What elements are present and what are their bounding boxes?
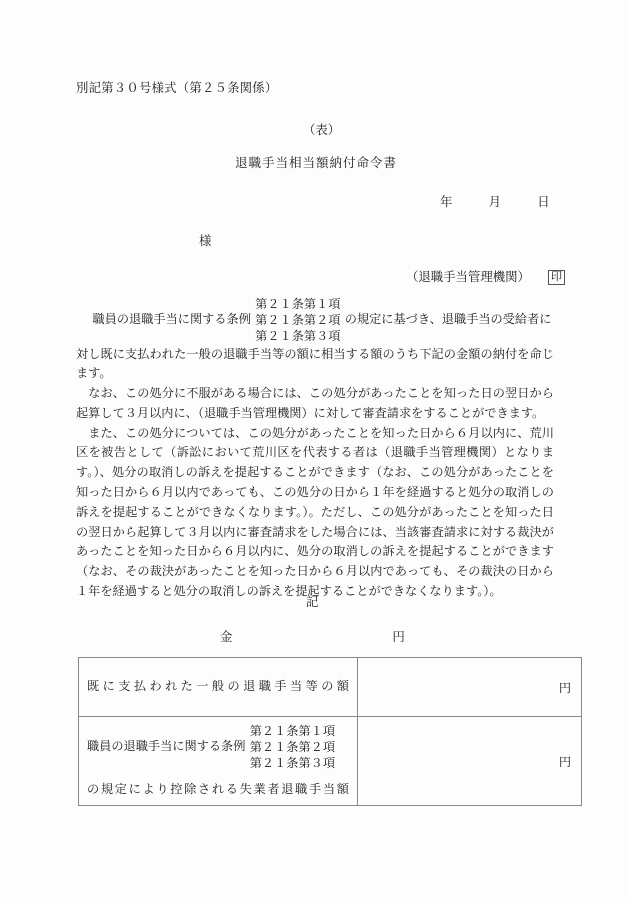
article-reference-stack [255,296,340,345]
row2-label-cell [79,717,358,806]
form-number-label: 別記第３０号様式（第２５条関係） [76,81,278,95]
lead-after-articles: の規定に基づき、退職手当の受給者に [344,312,552,327]
issuer-line [406,267,565,287]
sheet-side-label: （表） [303,123,341,137]
date-year-label: 年 [440,195,453,209]
row2-article-line-2: 第２１条第２項 [249,740,336,755]
row2-ordinance-name: 職員の退職手当に関する条例 [87,739,246,754]
ordinance-name: 職員の退職手当に関する条例 [92,312,251,327]
table-row [79,658,582,717]
row1-label-text: 既に支払われた一般の退職手当等の額 [87,679,349,694]
row2-unit: 円 [558,754,571,769]
body-paragraph-litigation: また、この処分については、この処分があったことを知った日から６月以内に、荒川区を被告として（訴訟において荒川区を代表する者は（退職手当管理機関）となります。）、処分の取消しの訴えを提起することができます（なお、この処分があったことを知った日から６月以内であっても、この処分の日から１年を経過すると処分の取消しの訴えを提起することができなくなります。）。ただし、この処分があったことを知った日の翌日から起算して３月以内に審査請求をした場合には、当該審査請求に対する裁決があったことを知った日から６月以内に、処分の取消しの訴えを提起することができます（なお、その裁決があったことを知った日から６月以内であっても、その裁決の日から１年を経過すると処分の取消しの訴えを提起することができなくなります。）。 [76,425,554,598]
date-line [440,192,550,212]
row1-unit: 円 [558,680,571,695]
body-lead-line [76,296,554,345]
row2-article-reference-stack [250,723,335,772]
document-title: 退職手当相当額納付命令書 [235,156,397,170]
row2-article-line-1: 第２１条第１項 [249,724,336,738]
row1-label-cell [79,658,358,717]
amount-currency-unit: 円 [392,630,405,644]
note-mark: 記 [306,595,319,609]
article-line-3: 第２１条第３項 [255,329,341,344]
body-paragraph-appeal: なお、この処分に不服がある場合には、この処分があったことを知った日の翌日から起算して３月以内に、（退職手当管理機関）に対して審査請求をすることができます。 [76,386,554,420]
addressee-label: 様 [199,234,212,248]
document-body [76,296,554,602]
body-lead-continuation: 対し既に支払われた一般の退職手当等の額に相当する額のうち下記の金額の納付を命じます。 [76,346,554,381]
date-month-label: 月 [488,195,501,209]
article-line-1: 第２１条第１項 [255,297,341,311]
row2-value-cell[interactable] [358,717,582,806]
article-line-2: 第２１条第２項 [255,313,341,328]
row2-label-top-line [87,723,349,772]
issuer-organization-label: （退職手当管理機関） [406,270,530,284]
row2-label-bottom-line: の規定により控除される失業者退職手当額 [87,781,349,796]
table-row [79,717,582,806]
date-day-label: 日 [537,195,550,209]
amount-breakdown-table [78,657,582,806]
row2-article-line-3: 第２１条第３項 [249,756,336,771]
amount-currency-prefix: 金 [220,630,233,644]
seal-stamp-box: 印 [548,270,565,285]
amount-entry-line [220,627,405,647]
row1-value-cell[interactable] [358,658,582,717]
